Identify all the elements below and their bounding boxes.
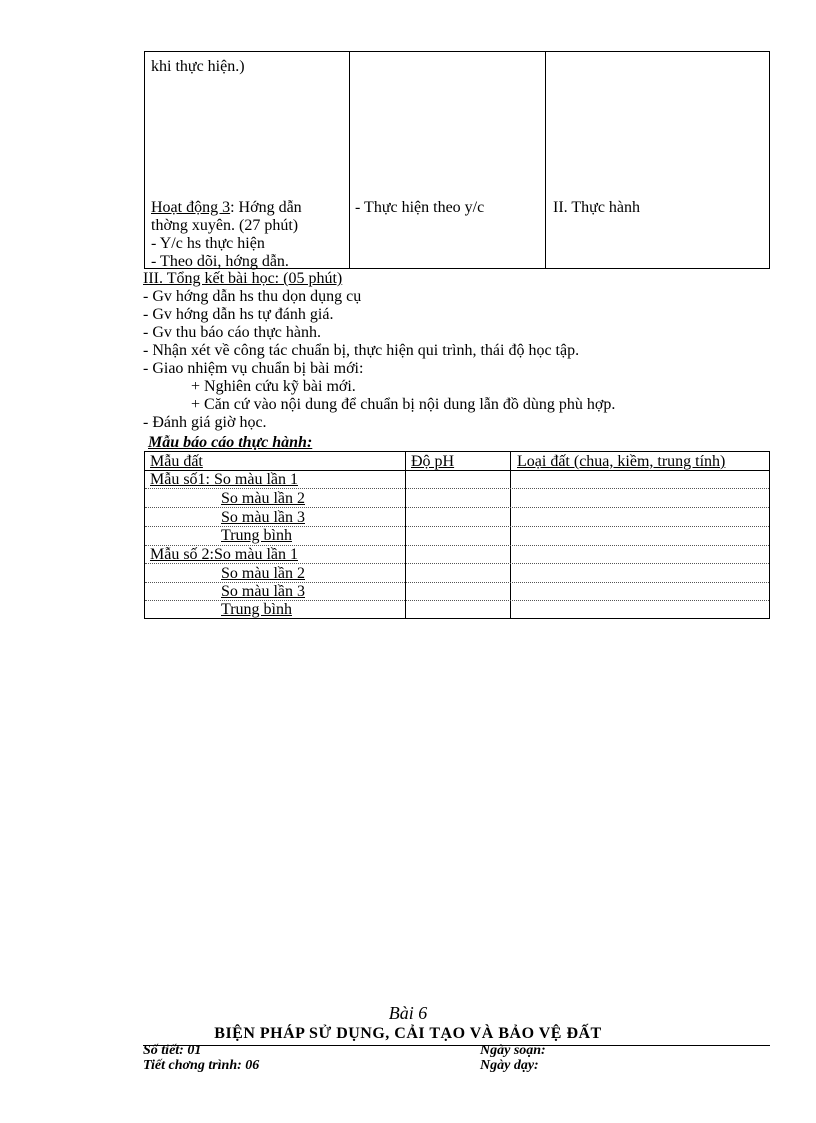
activity-3-title: : Hớng dẫn (230, 199, 302, 216)
content-text: II. Thực hành (553, 199, 641, 216)
sample-row: So màu lần 3 (221, 583, 305, 600)
sample-row: So màu lần 2 (221, 565, 305, 582)
sample-row: So màu lần 2 (221, 490, 305, 507)
header-sample: Mẫu đất (150, 453, 203, 470)
column-divider (545, 52, 546, 268)
activity-continued-text: khi thực hiện.) (151, 58, 245, 75)
lesson-title: BIỆN PHÁP SỬ DỤNG, CẢI TẠO VÀ BẢO VỆ ĐẤT (214, 1025, 602, 1042)
lesson-number: Bài 6 (388, 1003, 428, 1023)
activity-3-line: thờng xuyên. (27 phút) (151, 217, 299, 234)
sample-row: Mẫu số1: So màu lần 1 (150, 471, 298, 488)
tiet-chuong-trinh: Tiết chơng trình: 06 (143, 1058, 260, 1073)
sample-row: Trung bình (221, 601, 292, 618)
summary-item: - Đánh giá giờ học. (143, 414, 267, 431)
summary-sub-item: + Căn cứ vào nội dung để chuẩn bị nội dung lẫn đồ dùng phù hợp. (191, 396, 616, 413)
summary-sub-item: + Nghiên cứu kỹ bài mới. (191, 378, 356, 395)
report-title: Mẫu báo cáo thực hành: (148, 434, 313, 451)
summary-heading: III. Tổng kết bài học: (05 phút) (143, 270, 343, 287)
sample-row: Mẫu số 2:So màu lần 1 (150, 546, 298, 563)
header-ph: Độ pH (411, 453, 455, 470)
student-action-text: - Thực hiện theo y/c (355, 199, 485, 216)
summary-item: - Nhận xét về công tác chuẩn bị, thực hiện qui trình, thái độ học tập. (143, 342, 580, 359)
column-divider (349, 52, 350, 268)
column-divider (405, 452, 406, 618)
summary-item: - Gv thu báo cáo thực hành. (143, 324, 321, 341)
ngay-day: Ngày dạy: (480, 1058, 539, 1073)
summary-item: - Gv hớng dẫn hs thu dọn dụng cụ (143, 288, 362, 305)
summary-item: - Gv hớng dẫn hs tự đánh giá. (143, 306, 334, 323)
header-soil-type: Loại đất (chua, kiềm, trung tính) (517, 453, 726, 470)
column-divider (510, 452, 511, 618)
report-table (144, 451, 770, 619)
ngay-soan: Ngày soạn: (480, 1043, 546, 1058)
summary-item: - Giao nhiệm vụ chuẩn bị bài mới: (143, 360, 364, 377)
activity-3-label: Hoạt động 3 (151, 199, 231, 216)
activity-3-line: - Theo dõi, hớng dẫn. (151, 253, 289, 270)
sample-row: So màu lần 3 (221, 509, 305, 526)
so-tiet: Số tiết: 01 (143, 1043, 202, 1058)
lesson-activity-table (144, 51, 770, 269)
activity-3-line: - Y/c hs thực hiện (151, 235, 265, 252)
activity-3-heading (151, 199, 302, 217)
sample-row: Trung bình (221, 527, 292, 544)
header-rule (143, 1045, 770, 1046)
